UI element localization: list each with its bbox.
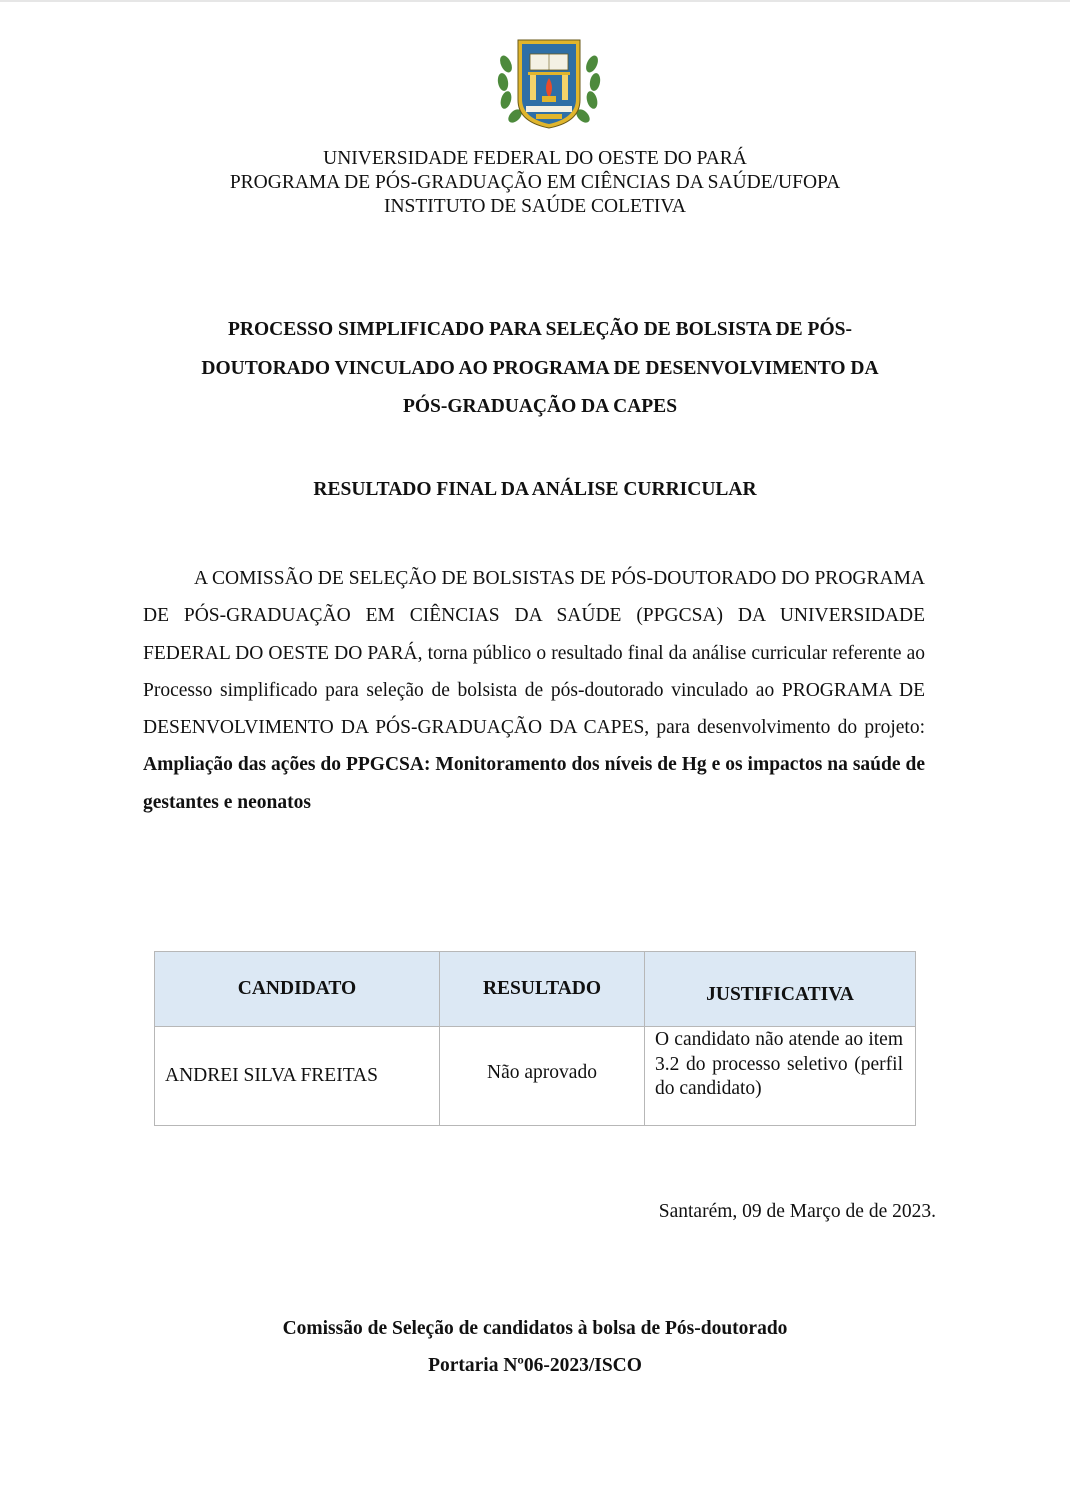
header-resultado: RESULTADO xyxy=(440,952,645,1027)
cell-justificativa xyxy=(645,1027,916,1126)
title-line-2: DOUTORADO VINCULADO AO PROGRAMA DE DESENVOLVIMENTO DA xyxy=(201,357,879,379)
title-line-1: PROCESSO SIMPLIFICADO PARA SELEÇÃO DE BOLSISTA DE PÓS- xyxy=(228,319,852,340)
cell-candidato: ANDREI SILVA FREITAS xyxy=(155,1027,440,1126)
page-top-rule xyxy=(0,0,1070,2)
signature-ordinance: Portaria Nº06-2023/ISCO xyxy=(428,1355,642,1376)
header-justificativa: JUSTIFICATIVA xyxy=(645,952,916,1027)
project-title: Ampliação das ações do PPGCSA: Monitoramento dos níveis de Hg e os impactos na saúde de gestantes e neonatos xyxy=(143,754,925,813)
cell-resultado xyxy=(440,1027,645,1126)
body-text: A COMISSÃO DE SELEÇÃO DE BOLSISTAS DE PÓS-DOUTORADO DO PROGRAMA DE PÓS-GRADUAÇÃO EM CIÊNCIAS DA SAÚDE (PPGCSA) DA UNIVERSIDADE FEDERAL DO OESTE DO PARÁ, torna público o resultado final da análise curricular referente ao Processo simplificado para seleção de bolsista de pós-doutorado vinculado ao PROGRAMA DE DESENVOLVIMENTO DA PÓS-GRADUAÇÃO DA CAPES, para desenvolvimento do projeto: xyxy=(143,568,925,739)
table-row xyxy=(155,1027,916,1126)
header-institute: INSTITUTO DE SAÚDE COLETIVA xyxy=(383,196,687,217)
ufopa-crest-icon xyxy=(496,34,602,130)
results-table xyxy=(154,951,916,1126)
document-subtitle: RESULTADO FINAL DA ANÁLISE CURRICULAR xyxy=(313,479,757,500)
header-candidato: CANDIDATO xyxy=(155,952,440,1027)
header-program: PROGRAMA DE PÓS-GRADUAÇÃO EM CIÊNCIAS DA SAÚDE/UFOPA xyxy=(229,172,841,193)
header-university: UNIVERSIDADE FEDERAL DO OESTE DO PARÁ xyxy=(323,148,747,169)
signature-commission: Comissão de Seleção de candidatos à bolsa de Pós-doutorado xyxy=(282,1318,788,1339)
institution-header xyxy=(0,147,1070,219)
signature-block xyxy=(0,1310,1070,1384)
cell-resultado-text: Não aprovado xyxy=(487,1061,597,1083)
date-location: Santarém, 09 de Março de de 2023. xyxy=(658,1201,936,1222)
cell-justificativa-text: O candidato não atende ao item 3.2 do processo seletivo (perfil do candidato) xyxy=(655,1029,903,1099)
title-line-3: PÓS-GRADUAÇÃO DA CAPES xyxy=(402,396,678,417)
document-title xyxy=(140,311,940,427)
table-header-row xyxy=(155,952,916,1027)
body-paragraph xyxy=(143,560,925,821)
